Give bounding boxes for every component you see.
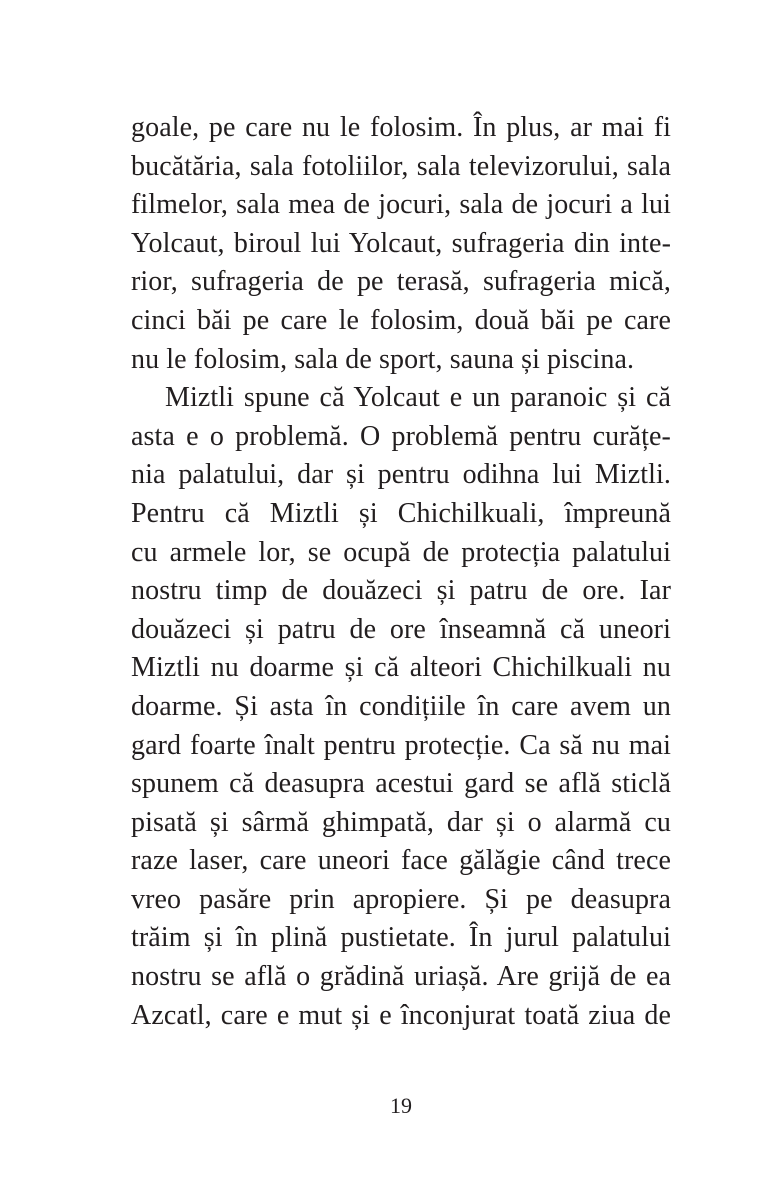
text-line: cinci băi pe care le folosim, două băi pe care — [131, 304, 671, 336]
text-line: raze laser, care uneori face gălăgie când trece — [131, 845, 671, 877]
text-line: doarme. Și asta în condițiile în care avem un — [131, 690, 671, 722]
page-number: 19 — [390, 1093, 412, 1118]
text-line: asta e o problemă. O problemă pentru curățe- — [131, 420, 671, 452]
text-line: nia palatului, dar și pentru odihna lui Miztli. — [131, 459, 671, 491]
text-line: goale, pe care nu le folosim. În plus, ar mai fi — [131, 112, 671, 143]
text-line: Yolcaut, biroul lui Yolcaut, sufrageria din inte- — [131, 227, 671, 259]
text-line: Azcatl, care e mut și e înconjurat toată ziua de — [131, 999, 671, 1031]
text-line: bucătăria, sala fotoliilor, sala televizorului, sala — [131, 150, 671, 182]
text-line: Pentru că Miztli și Chichilkuali, împreună — [131, 497, 671, 529]
text-line: trăim și în plină pustietate. În jurul palatului — [131, 922, 671, 954]
text-line: gard foarte înalt pentru protecție. Ca să nu mai — [131, 729, 671, 761]
text-line: Miztli spune că Yolcaut e un paranoic și că — [165, 382, 671, 414]
text-line: cu armele lor, se ocupă de protecția palatului — [131, 536, 671, 568]
text-line: rior, sufrageria de pe terasă, sufrageria mică, — [131, 266, 671, 298]
text-line: nostru timp de douăzeci și patru de ore. Iar — [131, 575, 671, 607]
text-line: spunem că deasupra acestui gard se află sticlă — [131, 768, 671, 800]
text-line: vreo pasăre prin apropiere. Și pe deasupra — [131, 883, 671, 915]
text-line: pisată și sârmă ghimpată, dar și o alarmă cu — [131, 806, 671, 838]
text-line: nostru se află o grădină uriașă. Are grijă de ea — [131, 961, 671, 993]
text-block — [131, 109, 671, 1035]
text-line: douăzeci și patru de ore înseamnă că uneori — [131, 613, 671, 645]
text-line: filmelor, sala mea de jocuri, sala de jocuri a lui — [131, 189, 671, 221]
text-line: Miztli nu doarme și că alteori Chichilkuali nu — [131, 652, 671, 684]
text-line: nu le folosim, sala de sport, sauna și piscina. — [131, 343, 635, 375]
